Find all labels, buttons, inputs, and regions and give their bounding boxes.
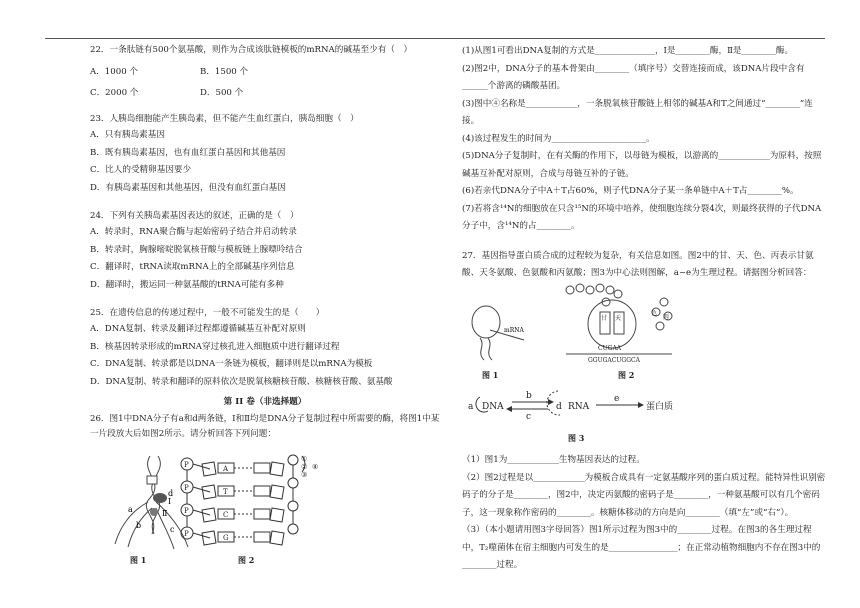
q26-sub-1: (1)从图1可看出DNA复制的方式是______________，Ⅰ是________酶，Ⅱ是________酶。: [462, 46, 794, 56]
q27-figure-3: [468, 385, 678, 429]
fig1-label-d: d: [168, 489, 174, 498]
q27-fig2-mrna: GGUGACUGGCA: [588, 357, 640, 364]
q26-sub-7: (7)若将含¹⁴N的细胞放在只含¹⁵N的环境中培养，使细胞连续分裂4次，则最终获得的子代DNA分子中，含¹⁴N的占________。: [462, 203, 822, 231]
q27-fig3-caption: 图 3: [568, 433, 585, 443]
fig1-label-c: c: [170, 525, 175, 534]
q22-options-row2: [90, 86, 440, 100]
q24-option-c: C．翻译时，tRNA读取mRNA上的全部碱基序列信息: [90, 262, 295, 272]
q27-figure-2: [560, 282, 700, 372]
q22-option-b: B．1500 个: [200, 67, 249, 77]
q27-sub-2: （2）图2过程是以____________为模板合成具有一定氨基酸序列的蛋白质过程。能特异性识别密码子的分子是________，图2中，决定丙氨酸的密码子是________，一种氨基酸可以有几个密码子，这一现象称作密码的________。核糖体移动的方向是向________（填“左”或“右”）。: [462, 472, 826, 518]
q27-sub-1: （1）图1为____________生物基因表达的过程。: [462, 455, 645, 465]
q23-option-a: A．只有胰岛素基因: [90, 130, 165, 140]
q22-option-c: C．2000 个: [90, 88, 139, 98]
q27-fig3-c: c: [526, 412, 532, 422]
q22-stem: 22．一条肽链有500个氨基酸，则作为合成该肽链模板的mRNA的碱基至少有（ ）: [90, 45, 413, 55]
fig2-num-4: ④: [312, 463, 319, 471]
fig2-num-2: ②: [301, 463, 308, 471]
fig2-base-t: T: [223, 488, 228, 496]
q27-fig2-aa-4: 丙: [663, 314, 670, 321]
fig2-num-3: ③: [301, 471, 308, 479]
q25-option-d: D．DNA复制、转录和翻译的原料依次是脱氧核糖核苷酸、核糖核苷酸、氨基酸: [90, 376, 393, 387]
q23-stem: 23．人胰岛细胞能产生胰岛素，但不能产生血红蛋白，胰岛细胞（ ）: [90, 114, 359, 124]
fig2-p-4: P: [184, 530, 189, 538]
q27-fig3-rna: RNA: [568, 402, 590, 412]
fig1-label-a: a: [128, 505, 133, 514]
q24-option-d: D．翻译时，搬运同一种氨基酸的tRNA可能有多种: [90, 279, 284, 290]
q25-option-a: A．DNA复制、转录及翻译过程都遵循碱基互补配对原则: [90, 324, 306, 334]
q27-fig3-protein: 蛋白质: [646, 402, 674, 412]
q27-fig3-dna: DNA: [482, 402, 504, 412]
q27-fig3-d: d: [556, 402, 562, 412]
q27-fig3-a: a: [468, 402, 474, 412]
q27-sub-3: （3）（本小题请用图3字母回答）图1所示过程为图3中的________过程。在图3的各生理过程中，T₂噬菌体在宿主细胞内可发生的是________________；在正常动植物细胞内不存在图3中的________过程。: [462, 525, 821, 570]
header-rule: [45, 38, 825, 39]
fig2-num-1: ①: [301, 455, 308, 463]
q27-fig2-aa-3: 色: [651, 310, 658, 317]
q24-option-a: A．转录时，RNA聚合酶与起始密码子结合并启动转录: [90, 227, 297, 237]
q26-stem: 26．图1中DNA分子有a和d两条链，Ⅰ和Ⅱ均是DNA分子复制过程中所需要的酶，将图1中某一片段放大后如图2所示。请分析回答下列问题：: [90, 414, 440, 439]
fig1-label-enzyme1: Ⅰ: [168, 497, 172, 506]
q25-stem: 25．在遗传信息的传递过程中，一般不可能发生的是（ ）: [90, 308, 325, 318]
fig2-p-1: P: [184, 461, 189, 469]
q22-options-row1: [90, 65, 440, 79]
q22-option-d: D．500 个: [200, 88, 244, 98]
q23-option-c: C．比人的受精卵基因要少: [90, 165, 192, 175]
q27-subquestions: [462, 452, 827, 575]
q24-option-b: B．转录时，胸腺嘧啶脱氧核苷酸与模板链上腺嘌呤结合: [90, 244, 303, 255]
q27-fig2-codon: CUGAA: [598, 345, 622, 352]
left-column: [90, 43, 440, 442]
q27-fig2-aa-2: 天: [615, 315, 622, 322]
fig1-label-enzyme2: Ⅱ: [162, 509, 168, 518]
q26-figure-2: [178, 452, 328, 550]
q22-option-a: A．1000 个: [90, 67, 138, 77]
fig2-p-3: P: [184, 507, 189, 515]
q25-option-b: B．核基因转录形成的mRNA穿过核孔进入细胞质中进行翻译过程: [90, 341, 340, 352]
q25-option-c: C．DNA复制、转录都是以DNA一条链为模板，翻译则是以mRNA为模板: [90, 359, 373, 369]
q26-sub-3: (3)图中④名称是____________，一条脱氧核苷酸链上相邻的碱基A和T之间通过“________”连接。: [462, 98, 813, 126]
q26-fig2-caption: 图 2: [238, 555, 255, 565]
q27-fig3-e: e: [614, 394, 620, 404]
q26-sub-6: (6)若亲代DNA分子中A＋T占60%，则子代DNA分子某一条单链中A＋T占________%。: [462, 186, 799, 196]
fig1-label-b: b: [136, 521, 142, 530]
q23-option-b: B．既有胰岛素基因，也有血红蛋白基因和其他基因: [90, 147, 286, 158]
section-title: 第 II 卷（非选择题）: [223, 397, 307, 407]
fig2-base-a: A: [223, 465, 229, 473]
q27-figure-1: [466, 300, 528, 362]
fig2-base-c: C: [223, 511, 229, 519]
q24-stem: 24．下列有关胰岛素基因表达的叙述，正确的是（ ）: [90, 211, 299, 221]
fig2-p-2: P: [184, 484, 189, 492]
q23-option-d: D．有胰岛素基因和其他基因，但没有血红蛋白基因: [90, 182, 286, 193]
q26-sub-2: (2)图2中，DNA分子的基本骨架由________（填序号）交替连接而成，该DNA片段中含有______个游离的磷酸基团。: [462, 63, 805, 91]
q26-sub-4: (4)该过程发生的时间为______________________。: [462, 133, 655, 144]
q27-fig2-aa-1: 甘: [601, 315, 608, 322]
q27-fig1-mrna: mRNA: [504, 327, 524, 334]
q26-fig1-caption: 图 1: [130, 555, 147, 565]
q27-stem: 27．基因指导蛋白质合成的过程较为复杂，有关信息如图。图2中的甘、天、色、丙表示甘氨酸、天冬氨酸、色氨酸和丙氨酸；图3为中心法则图解，a~e为生理过程。请据图分析回答：: [462, 250, 814, 278]
right-column: [462, 43, 827, 283]
q27-fig3-b: b: [526, 391, 532, 401]
q27-fig1-caption: 图 1: [482, 370, 499, 380]
q26-sub-5: (5)DNA分子复制时，在有关酶的作用下，以母链为模板，以游离的____________为原料，按照碱基互补配对原则，合成与母链互补的子链。: [462, 151, 822, 179]
fig2-base-g: G: [223, 534, 229, 542]
q27-fig2-caption: 图 2: [618, 370, 635, 380]
